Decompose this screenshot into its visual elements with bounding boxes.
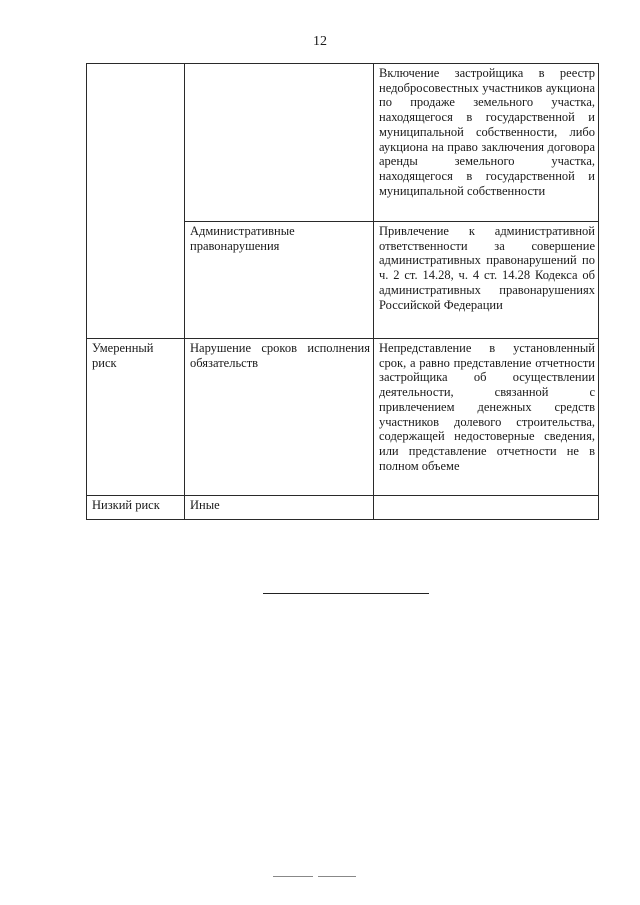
table-row (87, 339, 599, 496)
consequence-cell: Привлечение к административной ответственности за совершение административных правонарушений по ч. 2 ст. 14.28, ч. 4 ст. 14.28 Кодекса об административных правонарушениях Российской Федерации (374, 222, 599, 339)
consequence-cell (374, 496, 599, 520)
footer-mark-right (318, 876, 356, 877)
end-separator-line (263, 593, 429, 594)
risk-level-cell: Низкий риск (87, 496, 185, 520)
footer-mark-left (273, 876, 313, 877)
risk-level-cell (87, 64, 185, 339)
violation-cell: Нарушение сроков исполнения обязательств (185, 339, 374, 496)
risk-table (86, 63, 599, 520)
violation-cell: Иные (185, 496, 374, 520)
violation-cell: Административные правонарушения (185, 222, 374, 339)
table-row (87, 496, 599, 520)
consequence-cell: Включение застройщика в реестр недобросовестных участников аукциона по продаже земельного участка, находящегося в государственной и муниципальной собственности, либо аукциона на право заключения договора аренды земельного участка, находящегося в государственной и муниципальной собственности (374, 64, 599, 222)
table-row (87, 64, 599, 222)
page-number: 12 (313, 34, 327, 49)
risk-level-cell: Умеренный риск (87, 339, 185, 496)
violation-cell (185, 64, 374, 222)
consequence-cell: Непредставление в установленный срок, а равно представление отчетности застройщика об осуществлении деятельности, связанной с привлечением денежных средств участников долевого строительства, содержащей недостоверные сведения, или представление отчетности не в полном объеме (374, 339, 599, 496)
